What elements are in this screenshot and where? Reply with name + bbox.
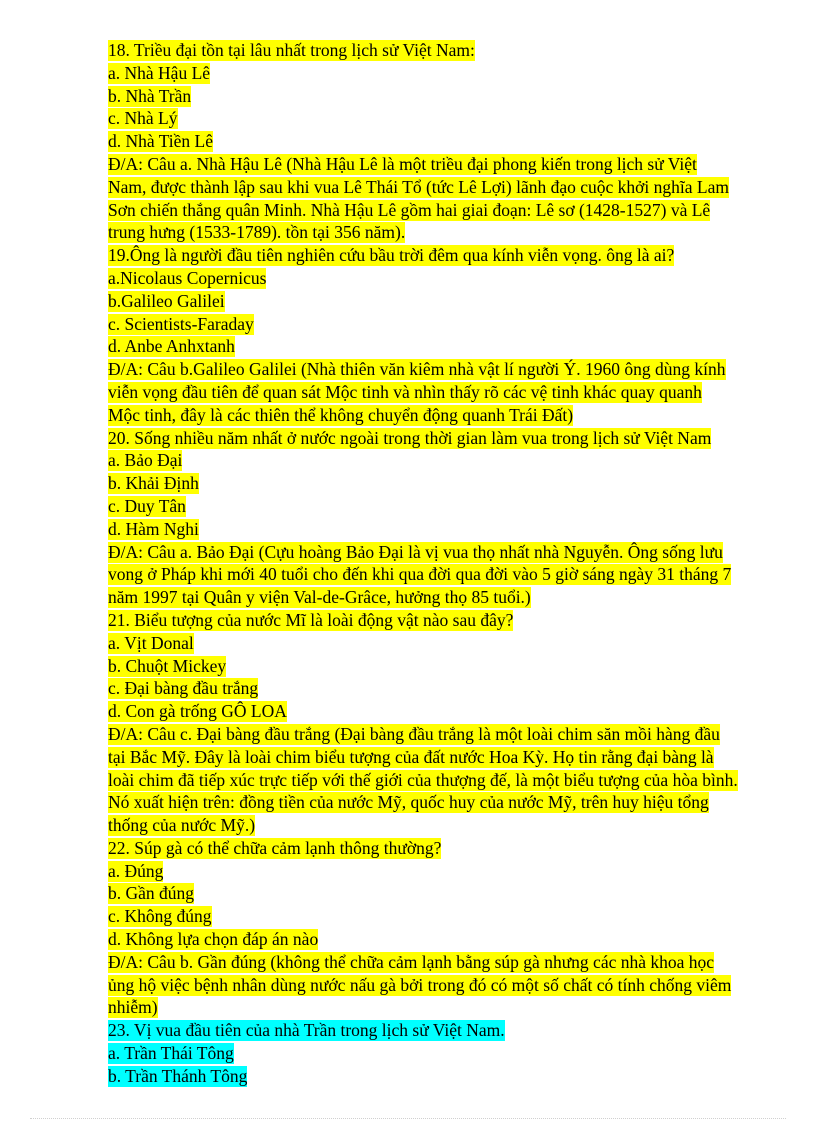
text-line bbox=[108, 974, 788, 997]
text-line bbox=[108, 996, 788, 1019]
text-line bbox=[108, 358, 788, 381]
highlighted-text: Đ/A: Câu a. Nhà Hậu Lê (Nhà Hậu Lê là một triều đại phong kiến trong lịch sử Việt bbox=[108, 153, 697, 174]
highlighted-text: 23. Vị vua đầu tiên của nhà Trần trong lịch sử Việt Nam. bbox=[108, 1020, 505, 1041]
text-line bbox=[108, 267, 788, 290]
highlighted-text: trung hưng (1533-1789). tồn tại 356 năm). bbox=[108, 222, 406, 243]
highlighted-text: vong ở Pháp khi mới 40 tuổi cho đến khi qua đời qua đời vào 5 giờ sáng ngày 31 tháng 7 bbox=[108, 564, 732, 585]
highlighted-text: thống của nước Mỹ.) bbox=[108, 815, 256, 836]
highlighted-text: b. Gần đúng bbox=[108, 883, 195, 904]
highlighted-text: loài chim đã tiếp xúc trực tiếp với thế giới của thượng đế, là một biểu tượng của hòa bình. bbox=[108, 769, 738, 790]
highlighted-text: b.Galileo Galilei bbox=[108, 290, 225, 311]
highlighted-text: viễn vọng đầu tiên để quan sát Mộc tinh và nhìn thấy rõ các vệ tinh khác quay quanh bbox=[108, 381, 702, 402]
text-line bbox=[108, 1019, 788, 1042]
highlighted-text: Đ/A: Câu b.Galileo Galilei (Nhà thiên văn kiêm nhà vật lí người Ý. 1960 ông dùng kính bbox=[108, 359, 726, 380]
highlighted-text: c. Duy Tân bbox=[108, 495, 186, 516]
text-line bbox=[108, 199, 788, 222]
highlighted-text: d. Không lựa chọn đáp án nào bbox=[108, 929, 319, 950]
text-line bbox=[108, 495, 788, 518]
highlighted-text: b. Nhà Trần bbox=[108, 85, 192, 106]
text-line bbox=[108, 221, 788, 244]
highlighted-text: năm 1997 tại Quân y viện Val-de-Grâce, hưởng thọ 85 tuổi.) bbox=[108, 587, 531, 608]
highlighted-text: 22. Súp gà có thể chữa cảm lạnh thông thường? bbox=[108, 837, 442, 858]
text-line bbox=[108, 746, 788, 769]
highlighted-text: b. Chuột Mickey bbox=[108, 655, 227, 676]
text-line bbox=[108, 449, 788, 472]
text-line bbox=[108, 586, 788, 609]
highlighted-text: Nam, được thành lập sau khi vua Lê Thái Tổ (tức Lê Lợi) lãnh đạo cuộc khởi nghĩa Lam bbox=[108, 176, 729, 197]
text-line bbox=[108, 1042, 788, 1065]
document-body bbox=[108, 39, 788, 1088]
highlighted-text: 18. Triều đại tồn tại lâu nhất trong lịch sử Việt Nam: bbox=[108, 40, 475, 60]
highlighted-text: c. Nhà Lý bbox=[108, 108, 178, 129]
text-line bbox=[108, 153, 788, 176]
text-line bbox=[108, 176, 788, 199]
highlighted-text: c. Không đúng bbox=[108, 906, 212, 927]
highlighted-text: a. Nhà Hậu Lê bbox=[108, 62, 211, 83]
text-line bbox=[108, 85, 788, 108]
text-line bbox=[108, 563, 788, 586]
highlighted-text: nhiễm) bbox=[108, 997, 158, 1018]
text-line bbox=[108, 769, 788, 792]
highlighted-text: a. Trần Thái Tông bbox=[108, 1043, 234, 1064]
text-line bbox=[108, 62, 788, 85]
text-line bbox=[108, 905, 788, 928]
highlighted-text: 20. Sống nhiều năm nhất ở nước ngoài trong thời gian làm vua trong lịch sử Việt Nam bbox=[108, 427, 712, 448]
text-line bbox=[108, 472, 788, 495]
highlighted-text: d. Hàm Nghi bbox=[108, 518, 199, 539]
text-line bbox=[108, 130, 788, 153]
text-line bbox=[108, 882, 788, 905]
text-line bbox=[108, 335, 788, 358]
text-line bbox=[108, 427, 788, 450]
text-line bbox=[108, 700, 788, 723]
highlighted-text: a. Bảo Đại bbox=[108, 450, 183, 471]
highlighted-text: tại Bắc Mỹ. Đây là loài chim biểu tượng của đất nước Hoa Kỳ. Họ tin rằng đại bàng là bbox=[108, 746, 714, 767]
highlighted-text: ủng hộ việc bệnh nhân dùng nước nấu gà bởi trong đó có một số chất có tính chống viêm bbox=[108, 974, 732, 995]
text-line bbox=[108, 381, 788, 404]
text-line bbox=[108, 928, 788, 951]
text-line bbox=[108, 39, 788, 62]
text-line bbox=[108, 655, 788, 678]
text-line bbox=[108, 404, 788, 427]
highlighted-text: d. Nhà Tiền Lê bbox=[108, 131, 213, 152]
text-line bbox=[108, 837, 788, 860]
highlighted-text: Sơn chiến thắng quân Minh. Nhà Hậu Lê gồm hai giai đoạn: Lê sơ (1428-1527) và Lê bbox=[108, 199, 711, 220]
text-line bbox=[108, 1065, 788, 1088]
highlighted-text: d. Anbe Anhxtanh bbox=[108, 336, 235, 357]
highlighted-text: 19.Ông là người đầu tiên nghiên cứu bầu trời đêm qua kính viễn vọng. ông là ai? bbox=[108, 245, 675, 266]
text-line bbox=[108, 951, 788, 974]
highlighted-text: a. Đúng bbox=[108, 860, 164, 881]
text-line bbox=[108, 541, 788, 564]
text-line bbox=[108, 677, 788, 700]
highlighted-text: b. Khải Định bbox=[108, 473, 199, 494]
text-line bbox=[108, 518, 788, 541]
highlighted-text: Đ/A: Câu c. Đại bàng đầu trắng (Đại bàng đầu trắng là một loài chim săn mồi hàng đầu bbox=[108, 723, 720, 744]
highlighted-text: a. Vịt Donal bbox=[108, 632, 194, 653]
text-line bbox=[108, 814, 788, 837]
highlighted-text: d. Con gà trống GÔ LOA bbox=[108, 701, 287, 722]
text-line bbox=[108, 107, 788, 130]
highlighted-text: 21. Biểu tượng của nước Mĩ là loài động vật nào sau đây? bbox=[108, 609, 514, 630]
highlighted-text: c. Đại bàng đầu trắng bbox=[108, 678, 259, 699]
text-line bbox=[108, 313, 788, 336]
text-line bbox=[108, 290, 788, 313]
text-line bbox=[108, 632, 788, 655]
text-line bbox=[108, 723, 788, 746]
highlighted-text: Nó xuất hiện trên: đồng tiền của nước Mỹ, quốc huy của nước Mỹ, trên huy hiệu tổng bbox=[108, 792, 709, 813]
text-line bbox=[108, 609, 788, 632]
highlighted-text: b. Trần Thánh Tông bbox=[108, 1065, 248, 1086]
highlighted-text: Đ/A: Câu a. Bảo Đại (Cựu hoàng Bảo Đại là vị vua thọ nhất nhà Nguyễn. Ông sống lưu bbox=[108, 541, 723, 562]
text-line bbox=[108, 244, 788, 267]
text-line bbox=[108, 791, 788, 814]
highlighted-text: Mộc tinh, đây là các thiên thể không chuyển động quanh Trái Đất) bbox=[108, 404, 574, 425]
highlighted-text: a.Nicolaus Copernicus bbox=[108, 267, 267, 288]
highlighted-text: c. Scientists-Faraday bbox=[108, 313, 254, 334]
highlighted-text: Đ/A: Câu b. Gần đúng (không thể chữa cảm lạnh bằng súp gà nhưng các nhà khoa học bbox=[108, 951, 715, 972]
page-bottom-divider bbox=[30, 1118, 786, 1119]
text-line bbox=[108, 860, 788, 883]
